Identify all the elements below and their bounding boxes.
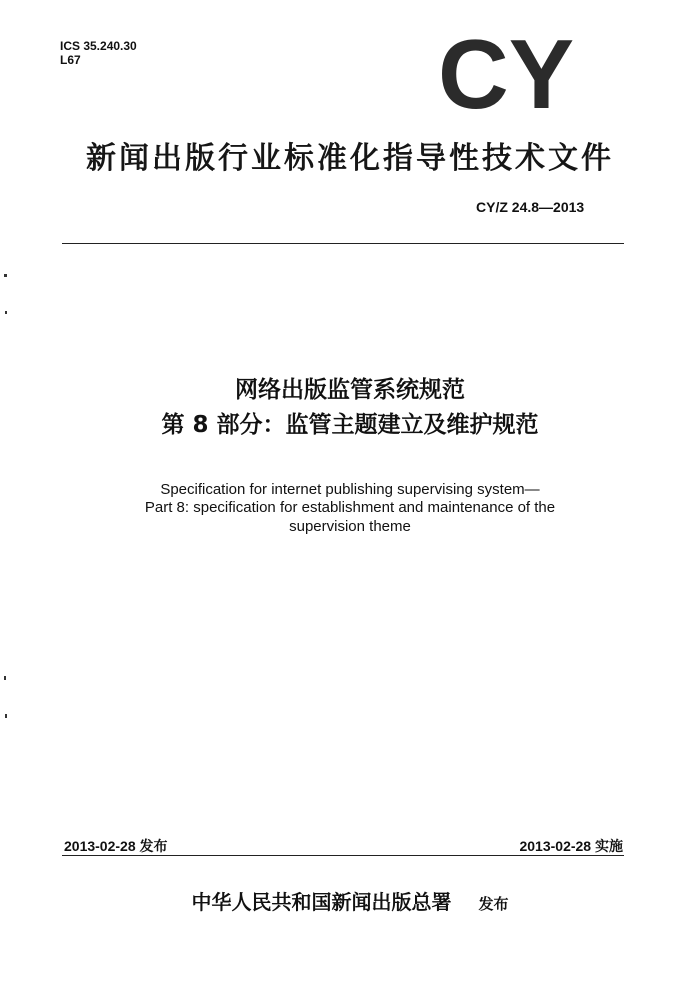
cy-logo [438, 30, 588, 112]
title-english-line2: Part 8: specification for establishment and maintenance of the [144, 499, 556, 516]
scan-speck [4, 676, 6, 680]
standard-number: CY/Z 24.8—2013 [476, 199, 585, 215]
title-chinese-line2: 第 8 部分：监管主题建立及维护规范 [161, 412, 539, 438]
document-type-title: 新闻出版行业标准化指导性技术文件 [86, 141, 614, 176]
logo-text: CY [438, 30, 575, 112]
title-english-line3: supervision theme [289, 518, 411, 535]
title-chinese-line1: 网络出版监管系统规范 [235, 377, 465, 403]
issuer-name: 中华人民共和国新闻出版总署 [191, 890, 452, 914]
header-divider [62, 243, 624, 244]
title-english-line1: Specification for internet publishing supervising system— [160, 481, 540, 498]
footer-divider [62, 855, 624, 856]
issuer-action: 发布 [478, 895, 509, 913]
scan-speck [5, 714, 7, 718]
issuing-authority [0, 886, 700, 915]
ics-code: ICS 35.240.30 [60, 39, 137, 53]
scan-speck [5, 311, 7, 314]
implementation-date: 2013-02-28 实施 [519, 838, 623, 854]
issue-date: 2013-02-28 发布 [64, 838, 168, 854]
scan-speck [4, 274, 7, 277]
classification-code: L67 [60, 53, 81, 67]
